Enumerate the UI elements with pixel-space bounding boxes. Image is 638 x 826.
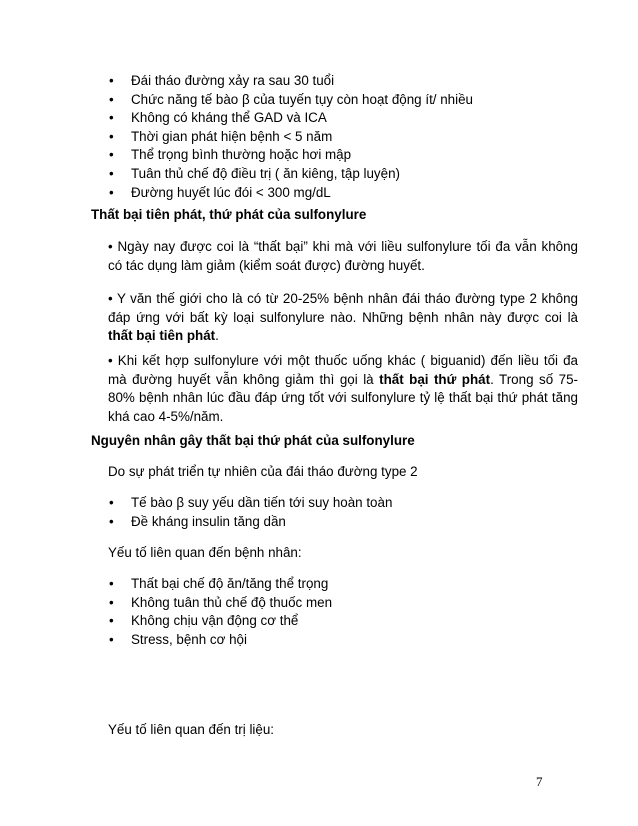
list-item: • Thất bại chế độ ăn/tăng thể trọng <box>109 575 332 594</box>
list-item: • Không chịu vận động cơ thể <box>109 612 332 631</box>
paragraph-definition: • Ngày nay được coi là “thất bại” khi mà với liều sulfonylure tối đa vẫn không có tác dụng làm giảm (kiểm soát được) đường huyết. <box>108 239 578 273</box>
list-item: • Tế bào β suy yếu dần tiến tới suy hoàn toàn <box>109 494 392 513</box>
paragraph-primary-failure <box>108 290 578 346</box>
list-item: • Đề kháng insulin tăng dần <box>109 513 392 532</box>
bold-term-primary-failure: thất bại tiên phát <box>108 328 216 344</box>
page-number: 7 <box>536 774 543 789</box>
paragraph-text: . Trong số 75-80% bệnh nhân lúc đầu đáp ứng tốt với sulfonylure tỷ lệ thất bại thứ phát tăng khá cao 4-5%/năm. <box>108 371 578 424</box>
bold-term-secondary-failure: thất bại thứ phát <box>379 371 491 387</box>
paragraph-text: . <box>215 328 219 344</box>
subheading-treatment-factors: Yếu tố liên quan đến trị liệu: <box>108 722 275 737</box>
section-heading-failure: Thất bại tiên phát, thứ phát của sulfonylure <box>91 207 367 222</box>
list-item: • Không tuân thủ chế độ thuốc men <box>109 594 332 613</box>
patient-factors-list <box>109 575 332 649</box>
list-item: • Thời gian phát hiện bệnh < 5 năm <box>109 128 473 147</box>
list-item: • Stress, bệnh cơ hội <box>109 631 332 650</box>
natural-progression-list <box>109 494 392 531</box>
list-item: • Đái tháo đường xảy ra sau 30 tuổi <box>109 72 473 91</box>
list-item: • Không có kháng thể GAD và ICA <box>109 109 473 128</box>
subheading-natural-progression: Do sự phát triển tự nhiên của đái tháo đường type 2 <box>108 464 418 479</box>
list-item: • Tuân thủ chế độ điều trị ( ăn kiêng, tập luyện) <box>109 165 473 184</box>
section-heading-causes: Nguyên nhân gây thất bại thứ phát của sulfonylure <box>91 433 415 448</box>
list-item: • Chức năng tế bào β của tuyến tụy còn hoạt động ít/ nhiều <box>109 91 473 110</box>
paragraph-text: • Y văn thế giới cho là có từ 20-25% bệnh nhân đái tháo đường type 2 không đáp ứng với bất kỳ loại sulfonylure nào. Những bệnh nhân này được coi là <box>108 291 578 325</box>
list-item: • Đường huyết lúc đói < 300 mg/dL <box>109 184 473 203</box>
patient-criteria-list <box>109 72 473 202</box>
list-item: • Thể trọng bình thường hoặc hơi mập <box>109 146 473 165</box>
paragraph-secondary-failure <box>108 352 578 426</box>
subheading-patient-factors: Yếu tố liên quan đến bệnh nhân: <box>108 545 302 560</box>
paragraph-text: • Khi kết hợp sulfonylure với một thuốc uống khác ( biguanid) đến liều tối đa mà đường huyết vẫn không giảm thì gọi là <box>108 353 578 387</box>
